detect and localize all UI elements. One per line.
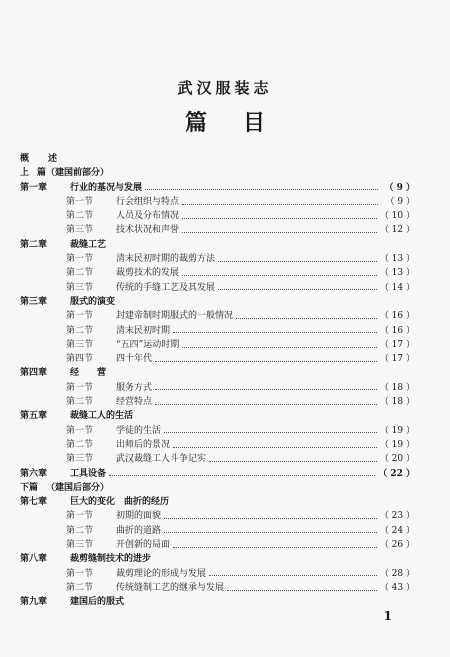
toc-page-ref: （ 17 ）	[379, 354, 415, 365]
toc-page-ref: （ 14 ）	[379, 282, 415, 293]
toc-entry-number: 第一节	[66, 196, 94, 207]
toc-entry-number: 第三节	[66, 454, 94, 465]
toc-leader-dots	[182, 232, 377, 233]
toc-entry-number: 第二节	[66, 268, 94, 279]
toc-entry-title: 武汉裁缝工人斗争记实	[116, 454, 207, 465]
toc-entry-title: 出师后的景况	[116, 439, 171, 450]
toc-entry-title: 篇（建国前部分）	[37, 168, 110, 179]
toc-entry-title: （建国后部分）	[46, 482, 110, 493]
toc-chapter-row	[20, 181, 415, 195]
toc-entry-number: 第三节	[66, 225, 94, 236]
toc-entry-title: 服务方式	[116, 382, 153, 393]
toc-entry-number: 第二节	[66, 397, 94, 408]
toc-chapter-row	[20, 495, 415, 509]
toc-leader-dots	[236, 318, 377, 319]
toc-section-row	[20, 252, 415, 266]
toc-entry-title: 裁剪技术的发展	[116, 268, 180, 279]
toc-entry-number: 第一节	[66, 254, 94, 265]
toc-chapter-row	[20, 552, 415, 566]
toc-entry-number: 第三节	[66, 540, 94, 551]
toc-section-row	[20, 395, 415, 409]
toc-page-ref: （ 26 ）	[379, 540, 415, 551]
toc-entry-number: 第二节	[66, 582, 94, 593]
toc-entry-number: 第八章	[20, 554, 48, 565]
toc-page-ref: （ 19 ）	[379, 439, 415, 450]
toc-entry-title: 封建帝制时期服式的一般情况	[116, 311, 234, 322]
toc-entry-title: 裁缝工人的生活	[70, 411, 134, 422]
toc-page-ref: （ 13 ）	[379, 268, 415, 279]
toc-leader-dots	[182, 218, 377, 219]
toc-section-row	[20, 509, 415, 523]
toc-section-row	[20, 309, 415, 323]
toc-leader-dots	[173, 332, 377, 333]
toc-entry-number: 第四节	[66, 354, 94, 365]
toc-section-row	[20, 324, 415, 338]
toc-entry-number: 第二章	[20, 239, 48, 250]
toc-entry-number: 第三章	[20, 296, 48, 307]
toc-leader-dots	[155, 404, 377, 405]
toc-part-row	[20, 481, 415, 495]
toc-heading: 篇目	[184, 110, 301, 136]
toc-leader-dots	[182, 204, 378, 205]
toc-leader-dots	[164, 518, 377, 519]
toc-entry-title: 巨大的变化 曲折的经历	[70, 497, 170, 508]
toc-entry-number: 第五章	[20, 411, 48, 422]
toc-section-row	[20, 567, 415, 581]
toc-page-ref: （ 17 ）	[379, 339, 415, 350]
toc-leader-dots	[145, 189, 378, 190]
toc-section-row	[20, 338, 415, 352]
toc-entry-title: 初期的面貌	[116, 511, 162, 522]
toc-entry-number: 第一节	[66, 382, 94, 393]
toc-leader-dots	[182, 347, 377, 348]
toc-page-ref: （ 43 ）	[379, 582, 415, 593]
toc-entry-number: 概	[20, 154, 30, 164]
toc-entry-number: 第二节	[66, 525, 94, 536]
toc-entry-number: 第九章	[20, 597, 48, 608]
toc-section-row	[20, 352, 415, 366]
toc-section-row	[20, 424, 415, 438]
toc-section-row	[20, 281, 415, 295]
toc-page-ref: （ 9 ）	[385, 196, 415, 207]
toc-entry-title: 工具设备	[70, 468, 107, 479]
toc-entry-title: 述	[48, 154, 58, 164]
toc-entry-number: 第一节	[66, 311, 94, 322]
toc-page-ref: （ 20 ）	[379, 454, 415, 465]
toc-entry-number: 第三节	[66, 282, 94, 293]
toc-entry-number: 第一节	[66, 425, 94, 436]
toc-section-row	[20, 452, 415, 466]
toc-entry-title: “五四”运动时期	[116, 339, 180, 350]
toc-page-ref: （ 16 ）	[379, 311, 415, 322]
toc-section-row	[20, 266, 415, 280]
toc-page-ref: （ 18 ）	[379, 382, 415, 393]
toc-leader-dots	[209, 575, 377, 576]
toc-entry-title: 裁剪缝制技术的进步	[70, 554, 152, 565]
toc-entry-number: 第二节	[66, 325, 94, 336]
toc-leader-dots	[155, 361, 377, 362]
toc-leader-dots	[218, 289, 377, 290]
toc-entry-title: 清末民初时期的裁剪方法	[116, 254, 216, 265]
toc-entry-title: 服式的演变	[70, 296, 116, 307]
toc-entry-title: 行业的基况与发展	[70, 182, 143, 193]
toc-entry-title: 经营特点	[116, 397, 153, 408]
toc-entry-title: 曲折的道路	[116, 525, 162, 536]
toc-entry-title: 裁剪理论的形成与发展	[116, 568, 207, 579]
toc-entry-number: 第一章	[20, 182, 48, 193]
toc-top-row	[20, 152, 415, 166]
toc-entry-number: 第六章	[20, 468, 48, 479]
toc-entry-number: 第二节	[66, 211, 94, 222]
toc-leader-dots	[109, 475, 375, 476]
toc-entry-number: 第七章	[20, 497, 48, 508]
toc-chapter-row	[20, 238, 415, 252]
toc-entry-title: 传统的手缝工艺及其发展	[116, 282, 216, 293]
toc-entry-title: 学徒的生活	[116, 425, 162, 436]
toc-section-row	[20, 581, 415, 595]
toc-entry-number: 第四章	[20, 368, 48, 379]
toc-leader-dots	[155, 389, 377, 390]
toc-page-ref: （ 22 ）	[378, 468, 415, 479]
toc-leader-dots	[164, 532, 377, 533]
toc-entry-number: 上	[20, 168, 30, 179]
toc-leader-dots	[209, 461, 377, 462]
page-number: 1	[383, 609, 392, 623]
toc-entry-title: 技术状况和声誉	[116, 225, 180, 236]
toc-entry-title: 行会组织与特点	[116, 196, 180, 207]
toc-entry-number: 下篇	[20, 482, 39, 493]
toc-chapter-row	[20, 467, 415, 481]
toc-chapter-row	[20, 295, 415, 309]
toc-section-row	[20, 538, 415, 552]
toc-section-row	[20, 524, 415, 538]
toc-chapter-row	[20, 366, 415, 380]
toc-leader-dots	[218, 261, 377, 262]
toc-page-ref: （ 16 ）	[379, 325, 415, 336]
toc-chapter-row	[20, 409, 415, 423]
toc-leader-dots	[173, 547, 377, 548]
toc-entry-title: 传统缝制工艺的继承与发展	[116, 582, 225, 593]
toc-page-ref: （ 18 ）	[379, 397, 415, 408]
toc-page-ref: （ 13 ）	[379, 254, 415, 265]
book-title: 武汉服装志	[177, 79, 273, 97]
toc-page-ref: （ 24 ）	[379, 525, 415, 536]
toc-section-row	[20, 438, 415, 452]
toc-page-ref: （ 12 ）	[379, 225, 415, 236]
toc-leader-dots	[173, 447, 377, 448]
toc-entry-title: 经 营	[70, 368, 107, 379]
toc-page-ref: （ 10 ）	[379, 211, 415, 222]
toc-page-ref: （ 28 ）	[379, 568, 415, 579]
toc-page-ref: （ 9 ）	[384, 182, 415, 193]
toc-page-ref: （ 19 ）	[379, 425, 415, 436]
toc-entry-title: 四十年代	[116, 354, 153, 365]
toc-entry-title: 清末民初时期	[116, 325, 171, 336]
toc-leader-dots	[164, 432, 377, 433]
toc-entry-title: 建国后的服式	[70, 597, 125, 608]
toc-chapter-row	[20, 595, 415, 609]
toc-entry-title: 人员及分布情况	[116, 211, 180, 222]
toc-entry-number: 第一节	[66, 568, 94, 579]
toc-section-row	[20, 381, 415, 395]
toc-entry-title: 裁缝工艺	[70, 239, 107, 250]
toc-leader-dots	[227, 590, 377, 591]
toc-section-row	[20, 223, 415, 237]
toc-section-row	[20, 209, 415, 223]
toc-entry-title: 开创新的局面	[116, 540, 171, 551]
toc-leader-dots	[182, 275, 377, 276]
toc-entry-number: 第一节	[66, 511, 94, 522]
toc-page-ref: （ 23 ）	[379, 511, 415, 522]
toc-part-row	[20, 166, 415, 180]
table-of-contents	[20, 152, 415, 610]
toc-entry-number: 第三节	[66, 339, 94, 350]
toc-entry-number: 第二节	[66, 439, 94, 450]
toc-section-row	[20, 195, 415, 209]
